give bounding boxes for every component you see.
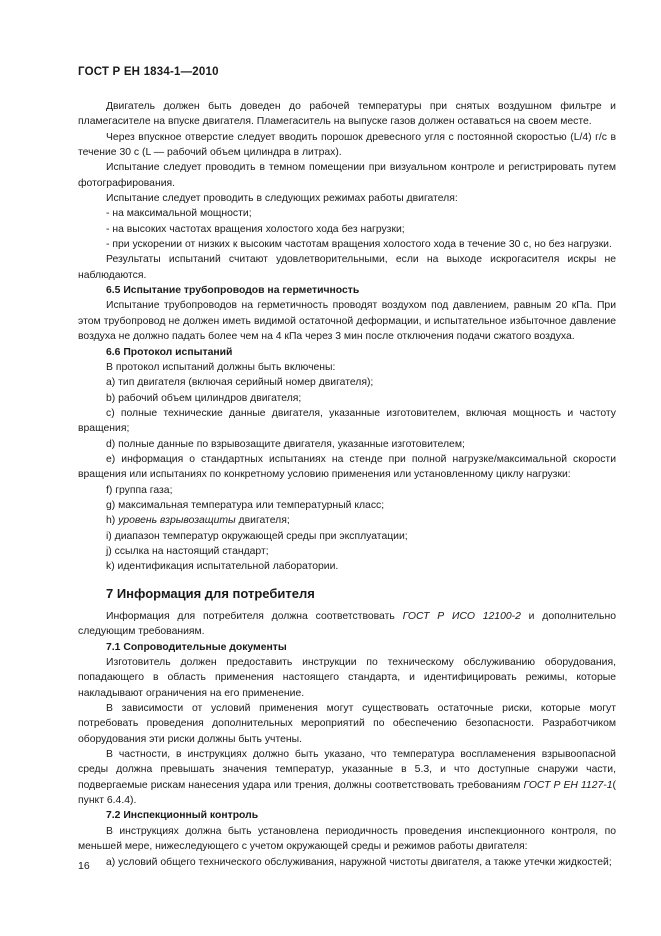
paragraph	[78, 609, 616, 640]
paragraph: Испытание следует проводить в следующих режимах работы двигателя:	[106, 193, 458, 205]
list-item-prefix: h)	[106, 515, 119, 527]
list-item: а) условий общего технического обслуживания, наружной чистоты двигателя, а также утечки жидкостей;	[106, 856, 612, 868]
list-item: - на высоких частотах вращения холостого хода без нагрузки;	[106, 223, 405, 235]
text-run: Информация для потребителя должна соответствовать	[106, 611, 403, 622]
list-item: е) информация о стандартных испытаниях на стенде при полной нагрузке/максимальной скорости вращения или испытаниях по конкретному условию применения или установленному циклу нагрузки:	[78, 453, 616, 481]
list-item: j) ссылка на настоящий стандарт;	[106, 545, 269, 557]
list-item: i) диапазон температур окружающей среды при эксплуатации;	[106, 530, 408, 542]
list-item: а) тип двигателя (включая серийный номер двигателя);	[106, 377, 374, 389]
list-item: g) максимальная температура или температурный класс;	[106, 499, 385, 511]
list-item: k) идентификация испытательной лаборатории.	[106, 561, 339, 573]
paragraph: В инструкциях должна быть установлена периодичность проведения инспекционного контроля, по меньшей мере, нижеследующего с учетом окружающей среды и режимов работы двигателя:	[78, 825, 616, 853]
paragraph: Изготовитель должен предоставить инструкции по техническому обслуживанию оборудования, попадающего в область применения настоящего стандарта, и идентифицировать режимы, которые накладывают ограничения на его применение.	[78, 657, 616, 699]
text-run: В частности, в инструкциях должно быть указано, что температура воспламенения взрывоопасной среды должна превышать значения температур, указанные в 5.3, и что доступные снаружи части, подвергаемые рискам нанесения удара или трения, должны соответствовать требованиям	[78, 749, 616, 791]
standard-reference: ГОСТ Р ИСО 12100-2	[402, 611, 521, 622]
page-body	[78, 99, 616, 870]
page-number: 16	[78, 860, 90, 872]
paragraph	[78, 747, 616, 808]
list-item: d) полные данные по взрывозащите двигателя, указанные изготовителем;	[106, 438, 465, 450]
paragraph: В зависимости от условий применения могут существовать остаточные риски, которые могут потребовать проведения дополнительных мероприятий по обеспечению безопасности. Разработчиком оборудования эти риски должны быть учтены.	[78, 703, 616, 745]
paragraph: Испытание трубопроводов на герметичность проводят воздухом под давлением, равным 20 кПа. При этом трубопровод не должен иметь видимой остаточной деформации, и испытательное избыточное давление воздуха не должно падать более чем на 4 кПа через 3 мин после отключения подачи сжатого воздуха.	[78, 300, 616, 343]
subsection-heading-7-1: 7.1 Сопроводительные документы	[106, 641, 287, 653]
standard-reference: ГОСТ Р ЕН 1127-1	[523, 779, 613, 791]
text-run: и дополнительно следующим требованиям.	[78, 611, 616, 638]
list-item: - при ускорении от низких к высоким частотам вращения холостого хода в течение 30 с, но без нагрузки.	[106, 239, 612, 251]
paragraph: Через впускное отверстие следует вводить порошок древесного угля с постоянной скоростью (L/4) г/с в течение 30 с (L — рабочий объем цилиндра в литрах).	[78, 131, 616, 159]
subsection-heading-6-5: 6.5 Испытание трубопроводов на герметичность	[106, 285, 360, 297]
text-run: ( пункт 6.4.4).	[78, 779, 616, 807]
list-item: b) рабочий объем цилиндров двигателя;	[106, 392, 302, 404]
list-item: - на максимальной мощности;	[106, 208, 252, 220]
paragraph: Результаты испытаний считают удовлетворительными, если на выходе искрогасителя искры не наблюдаются.	[78, 254, 616, 281]
section-heading-7: 7 Информация для потребителя	[106, 585, 315, 601]
paragraph: Двигатель должен быть доведен до рабочей температуры при снятых воздушном фильтре и пламегасителе на впуске двигателя. Пламегаситель на выпуске газов должен оставаться на своем месте.	[78, 101, 616, 128]
list-item: с) полные технические данные двигателя, указанные изготовителем, включая мощность и частоту вращения;	[78, 407, 616, 435]
list-item	[78, 513, 616, 528]
paragraph: В протокол испытаний должны быть включены:	[106, 361, 336, 373]
list-item-suffix: двигателя;	[235, 515, 290, 527]
subsection-heading-6-6: 6.6 Протокол испытаний	[106, 346, 233, 358]
list-item: f) группа газа;	[106, 484, 173, 496]
document-code-header: ГОСТ Р ЕН 1834-1—2010	[78, 66, 219, 78]
subsection-heading-7-2: 7.2 Инспекционный контроль	[106, 810, 259, 822]
list-item-emphasis: уровень взрывозащиты	[118, 515, 236, 527]
paragraph: Испытание следует проводить в темном помещении при визуальном контроле и регистрировать путем фотографирования.	[78, 162, 616, 189]
